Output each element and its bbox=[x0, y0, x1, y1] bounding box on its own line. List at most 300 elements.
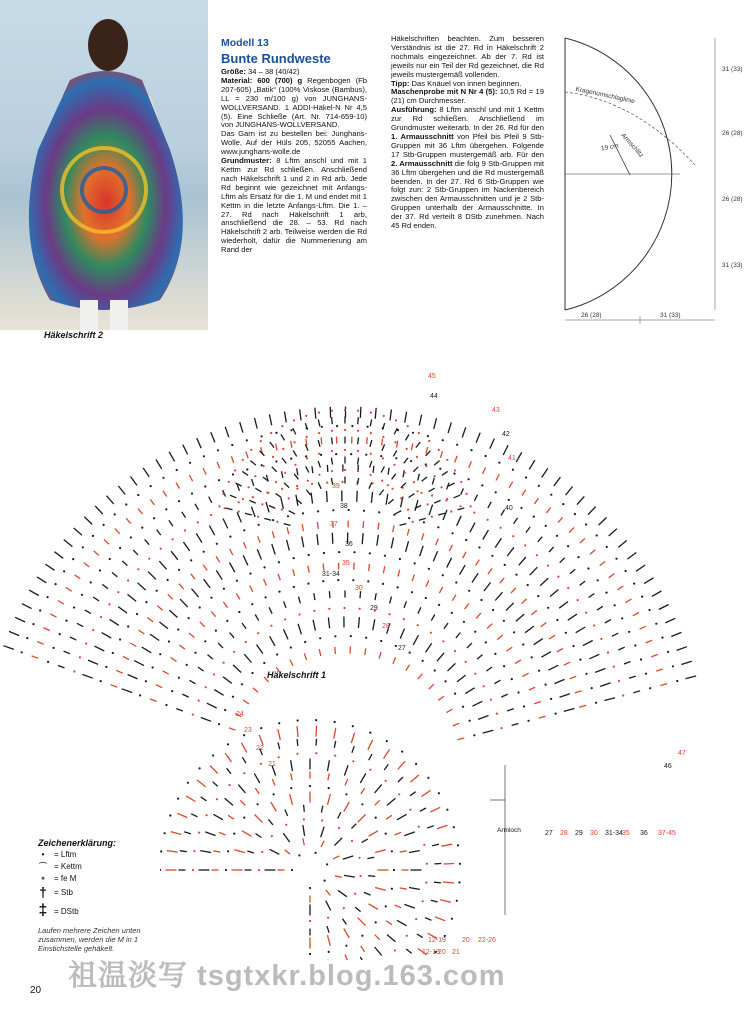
chain-stitch-mark bbox=[72, 558, 74, 560]
stitch-mark bbox=[326, 890, 330, 896]
stitch-mark bbox=[360, 591, 361, 598]
chain-stitch-mark bbox=[227, 850, 229, 852]
chain-stitch-mark bbox=[326, 863, 328, 865]
chain-stitch-mark bbox=[365, 454, 367, 456]
stitch-mark bbox=[344, 802, 350, 812]
stitch-mark bbox=[352, 746, 354, 753]
chain-stitch-mark bbox=[427, 503, 429, 505]
stitch-mark bbox=[150, 499, 154, 505]
stitch-mark bbox=[357, 478, 359, 485]
chain-stitch-mark bbox=[453, 826, 455, 828]
stitch-mark bbox=[9, 631, 19, 635]
chain-stitch-mark bbox=[177, 798, 179, 800]
yarn-order-text: Das Garn ist zu bestellen bei: Junghans-Wolle, Auf der Hüls 205, 52055 Aachen, www.junghans-wolle.de bbox=[221, 129, 367, 157]
chain-stitch-mark bbox=[465, 539, 467, 541]
stitch-mark bbox=[329, 591, 330, 598]
stitch-mark bbox=[681, 661, 692, 664]
stitch-mark bbox=[258, 536, 260, 543]
stitch-mark bbox=[323, 564, 324, 571]
chain-stitch-mark bbox=[272, 519, 274, 521]
chain-stitch-mark bbox=[308, 554, 310, 556]
stitch-mark bbox=[230, 633, 235, 638]
stitch-mark bbox=[369, 831, 379, 837]
chain-stitch-mark bbox=[156, 590, 158, 592]
stitch-mark bbox=[437, 825, 447, 828]
stitch-mark bbox=[269, 607, 272, 613]
chain-stitch-mark bbox=[394, 949, 396, 951]
chain-stitch-mark bbox=[263, 566, 265, 568]
chain-stitch-mark bbox=[615, 558, 617, 560]
chain-stitch-mark bbox=[450, 510, 452, 512]
stitch-mark bbox=[435, 917, 445, 921]
legend-item bbox=[38, 860, 168, 872]
stitch-mark bbox=[375, 850, 386, 853]
stitch-mark bbox=[398, 761, 405, 769]
stitch-mark bbox=[270, 636, 275, 646]
chain-stitch-mark bbox=[451, 612, 453, 614]
chain-stitch-mark bbox=[352, 760, 354, 762]
chain-stitch-mark bbox=[357, 450, 359, 452]
chain-stitch-mark bbox=[164, 832, 166, 834]
stitch-mark bbox=[233, 665, 241, 673]
chain-stitch-mark bbox=[184, 529, 186, 531]
stitch-mark bbox=[589, 654, 599, 659]
chain-stitch-mark bbox=[565, 632, 567, 634]
legend-item-text: = fe M bbox=[54, 873, 77, 883]
gauge-label: Maschenprobe mit N Nr 4 (5): bbox=[391, 87, 498, 97]
stitch-mark bbox=[580, 581, 586, 585]
stitch-mark bbox=[519, 557, 526, 565]
stitch-mark bbox=[469, 461, 472, 468]
chain-stitch-mark bbox=[261, 435, 263, 437]
armhole-label: Armloch bbox=[497, 827, 521, 834]
round-label: 44 bbox=[430, 393, 438, 400]
chain-stitch-mark bbox=[229, 536, 231, 538]
stitch-mark bbox=[284, 524, 291, 526]
watermark: 祖温淡写 tsgtxkr.blog.163.com bbox=[68, 960, 506, 992]
chain-stitch-mark bbox=[322, 580, 324, 582]
stitch-mark bbox=[240, 800, 245, 805]
stitch-mark bbox=[128, 594, 137, 601]
stitch-mark bbox=[237, 512, 241, 522]
chain-stitch-mark bbox=[321, 426, 323, 428]
chain-stitch-mark bbox=[382, 457, 384, 459]
stitch-mark bbox=[472, 573, 478, 582]
chain-stitch-mark bbox=[367, 426, 369, 428]
chain-stitch-mark bbox=[137, 494, 139, 496]
chain-stitch-mark bbox=[508, 499, 510, 501]
stitch-mark bbox=[242, 471, 248, 475]
chain-stitch-mark bbox=[63, 570, 65, 572]
stitch-mark bbox=[665, 618, 675, 623]
stitch-mark bbox=[360, 773, 366, 783]
stitch-mark bbox=[404, 601, 406, 608]
chain-stitch-mark bbox=[32, 623, 34, 625]
stitch-mark bbox=[326, 901, 331, 911]
chain-stitch-mark bbox=[100, 616, 102, 618]
instructions-column-2 bbox=[391, 35, 544, 231]
stitch-mark bbox=[112, 572, 117, 577]
stitch-mark bbox=[328, 794, 331, 805]
chain-stitch-mark bbox=[334, 755, 336, 757]
stitch-mark bbox=[509, 482, 513, 488]
stitch-mark bbox=[377, 535, 379, 546]
stitch-mark bbox=[272, 544, 275, 554]
stitch-mark bbox=[213, 851, 220, 852]
chain-stitch-mark bbox=[597, 579, 599, 581]
chain-stitch-mark bbox=[73, 606, 75, 608]
chain-stitch-mark bbox=[473, 512, 475, 514]
stitch-mark bbox=[362, 839, 368, 842]
stitch-mark bbox=[269, 506, 275, 509]
stitch-mark bbox=[400, 524, 407, 526]
stitch-mark bbox=[122, 689, 132, 693]
stitch-mark bbox=[184, 832, 191, 834]
chain-stitch-mark bbox=[457, 844, 459, 846]
stitch-mark bbox=[534, 498, 538, 504]
measure-right-2: 26 (28) bbox=[722, 130, 743, 137]
stitch-mark bbox=[311, 493, 312, 504]
chain-stitch-mark bbox=[303, 818, 305, 820]
stitch-mark bbox=[95, 506, 103, 514]
stitch-mark bbox=[375, 593, 376, 600]
stitch-mark bbox=[297, 726, 298, 737]
chain-stitch-mark bbox=[334, 635, 336, 637]
stitch-mark bbox=[434, 461, 439, 466]
chain-stitch-mark bbox=[375, 921, 377, 923]
round-label: 43 bbox=[492, 407, 500, 414]
stitch-mark bbox=[332, 417, 333, 424]
chain-stitch-mark bbox=[358, 857, 360, 859]
stitch-mark bbox=[671, 632, 681, 636]
chain-stitch-mark bbox=[348, 509, 350, 511]
stitch-mark bbox=[531, 610, 536, 615]
chain-stitch-mark bbox=[513, 631, 515, 633]
stitch-mark bbox=[344, 875, 355, 877]
stitch-mark bbox=[636, 565, 645, 571]
chain-stitch-mark bbox=[438, 792, 440, 794]
stitch-mark bbox=[169, 610, 177, 617]
stitch-mark bbox=[116, 670, 122, 673]
legend-item-text: = Stb bbox=[54, 887, 73, 897]
stitch-mark bbox=[291, 441, 292, 448]
round-label: 24 bbox=[236, 711, 244, 718]
stitch-mark bbox=[148, 572, 156, 580]
stitch-mark bbox=[291, 760, 293, 771]
chain-stitch-mark bbox=[409, 809, 411, 811]
stitch-mark bbox=[177, 813, 187, 817]
chain-stitch-mark bbox=[344, 449, 346, 451]
round-label: 35 bbox=[342, 560, 350, 567]
chain-stitch-mark bbox=[577, 599, 579, 601]
chain-stitch-mark bbox=[367, 580, 369, 582]
chain-stitch-mark bbox=[223, 588, 225, 590]
chain-stitch-mark bbox=[275, 481, 277, 483]
stitch-mark bbox=[440, 900, 451, 903]
stitch-mark bbox=[476, 613, 481, 618]
chain-stitch-mark bbox=[305, 455, 307, 457]
chain-stitch-mark bbox=[407, 509, 409, 511]
stitch-mark bbox=[386, 921, 392, 925]
chain-stitch-mark bbox=[411, 591, 413, 593]
chain-stitch-mark bbox=[547, 565, 549, 567]
legend-item bbox=[38, 872, 168, 884]
chain-stitch-mark bbox=[99, 569, 101, 571]
stitch-mark bbox=[334, 838, 342, 846]
stitch-mark bbox=[522, 673, 528, 676]
chain-stitch-mark bbox=[319, 637, 321, 639]
chain-stitch-mark bbox=[359, 608, 361, 610]
round-label: 40 bbox=[505, 505, 513, 512]
stitch-mark bbox=[256, 834, 262, 838]
size-value: 34 – 38 (40/42) bbox=[248, 67, 300, 76]
chain-stitch-mark bbox=[456, 900, 458, 902]
chain-stitch-mark bbox=[79, 656, 81, 658]
model-number: Modell 13 bbox=[221, 37, 269, 49]
stitch-mark bbox=[223, 602, 227, 608]
chain-stitch-mark bbox=[309, 920, 311, 922]
stitch-mark bbox=[270, 849, 280, 854]
chain-stitch-mark bbox=[260, 763, 262, 765]
stitch-mark bbox=[302, 524, 303, 531]
chain-stitch-mark bbox=[523, 705, 525, 707]
stitch-mark bbox=[418, 674, 422, 679]
stitch-mark bbox=[276, 494, 282, 498]
stitch-mark bbox=[321, 841, 324, 847]
chain-stitch-mark bbox=[633, 583, 635, 585]
chain-stitch-mark bbox=[470, 505, 472, 507]
chain-stitch-mark bbox=[21, 651, 23, 653]
double-crochet-symbol-icon: † bbox=[39, 884, 47, 900]
chain-stitch-mark bbox=[385, 833, 387, 835]
chain-stitch-mark bbox=[160, 548, 162, 550]
stitch-mark bbox=[257, 549, 261, 559]
chain-stitch-mark bbox=[311, 483, 313, 485]
chain-stitch-mark bbox=[127, 625, 129, 627]
chain-stitch-mark bbox=[345, 945, 347, 947]
chain-stitch-mark bbox=[463, 621, 465, 623]
stitch-mark bbox=[251, 507, 255, 517]
round-label: 39 bbox=[332, 483, 340, 490]
chain-stitch-mark bbox=[567, 545, 569, 547]
chain-stitch-mark bbox=[585, 673, 587, 675]
chain-stitch-mark bbox=[203, 551, 205, 553]
chain-stitch-mark bbox=[344, 469, 346, 471]
stitch-mark bbox=[169, 452, 174, 462]
stitch-mark bbox=[357, 491, 358, 502]
stitch-mark bbox=[290, 660, 293, 666]
stitch-mark bbox=[409, 888, 420, 890]
chain-stitch-mark bbox=[341, 481, 343, 483]
chain-stitch-mark bbox=[191, 492, 193, 494]
chain-stitch-mark bbox=[567, 587, 569, 589]
chain-stitch-mark bbox=[453, 473, 455, 475]
stitch-mark bbox=[316, 726, 317, 737]
chain-stitch-mark bbox=[307, 480, 309, 482]
chain-stitch-mark bbox=[176, 469, 178, 471]
chain-stitch-mark bbox=[169, 814, 171, 816]
chain-stitch-mark bbox=[382, 436, 384, 438]
chain-stitch-mark bbox=[354, 893, 356, 895]
intro-text: Häkelschriften beachten. Zum besseren Verständnis ist die 27. Rd in Häkelschrift 2 nochmals eingezeichnet. Ab der 7. Rd ist jeweils nur ein Teil der Rd gezeichnet, die Rd jeweils mustergemäß vollenden. bbox=[391, 34, 544, 79]
chain-stitch-mark bbox=[218, 505, 220, 507]
chain-stitch-mark bbox=[148, 558, 150, 560]
stitch-mark bbox=[405, 434, 409, 440]
stitch-mark bbox=[58, 601, 64, 605]
stitch-mark bbox=[370, 440, 372, 447]
chain-stitch-mark bbox=[625, 570, 627, 572]
chain-stitch-mark bbox=[263, 465, 265, 467]
stitch-mark bbox=[456, 633, 461, 638]
stitch-mark bbox=[104, 540, 109, 545]
chain-stitch-mark bbox=[550, 698, 552, 700]
chain-stitch-mark bbox=[416, 456, 418, 458]
stitch-mark bbox=[393, 525, 394, 532]
stitch-mark bbox=[497, 635, 502, 640]
model-photo bbox=[0, 0, 208, 330]
legend-item bbox=[38, 884, 168, 900]
chain-stitch-mark bbox=[431, 494, 433, 496]
stitch-mark bbox=[554, 477, 561, 486]
stitch-mark bbox=[425, 918, 432, 921]
work-text-1: 8 Lftm anschl und mit 1 Kettm zur Rd schließen. Anschließend im Grundmuster weiterarb. In der 26. Rd für den bbox=[391, 105, 544, 133]
chain-stitch-mark bbox=[194, 652, 196, 654]
chain-stitch-mark bbox=[425, 882, 427, 884]
stitch-mark bbox=[541, 623, 547, 627]
stitch-mark bbox=[70, 637, 76, 640]
chain-stitch-mark bbox=[384, 555, 386, 557]
chain-stitch-mark bbox=[290, 646, 292, 648]
stitch-mark bbox=[575, 691, 582, 693]
page-number: 20 bbox=[30, 985, 42, 996]
stitch-mark bbox=[84, 563, 90, 567]
stitch-mark bbox=[130, 643, 136, 647]
stitch-mark bbox=[644, 578, 653, 584]
stitch-mark bbox=[328, 935, 331, 946]
chain-stitch-mark bbox=[318, 474, 320, 476]
chain-stitch-mark bbox=[323, 552, 325, 554]
chain-stitch-mark bbox=[117, 591, 119, 593]
stitch-mark bbox=[358, 458, 359, 465]
stitch-mark bbox=[442, 471, 448, 475]
stitch-mark bbox=[393, 657, 396, 663]
stitch-mark bbox=[102, 584, 108, 588]
chain-stitch-mark bbox=[393, 464, 395, 466]
stitch-mark bbox=[126, 518, 131, 523]
chain-stitch-mark bbox=[328, 608, 330, 610]
stitch-mark bbox=[338, 890, 347, 896]
stitch-mark bbox=[259, 735, 263, 745]
chain-stitch-mark bbox=[331, 430, 333, 432]
round-label: 31-34 bbox=[322, 571, 340, 578]
chain-stitch-mark bbox=[215, 630, 217, 632]
chain-stitch-mark bbox=[306, 436, 308, 438]
stitch-mark bbox=[409, 851, 420, 853]
chain-stitch-mark bbox=[344, 409, 346, 411]
chain-stitch-mark bbox=[272, 456, 274, 458]
stitch-mark bbox=[483, 468, 486, 474]
stitch-mark bbox=[74, 528, 82, 535]
chain-stitch-mark bbox=[649, 687, 651, 689]
stitch-mark bbox=[382, 439, 383, 446]
chain-stitch-mark bbox=[538, 670, 540, 672]
round-label: 30 bbox=[590, 830, 598, 837]
stitch-mark bbox=[465, 604, 469, 610]
chain-stitch-mark bbox=[380, 455, 382, 457]
stitch-mark bbox=[191, 814, 197, 817]
chain-stitch-mark bbox=[391, 850, 393, 852]
stitch-mark bbox=[500, 578, 505, 583]
chain-stitch-mark bbox=[383, 415, 385, 417]
stitch-mark bbox=[159, 561, 166, 569]
stitch-mark bbox=[321, 806, 322, 813]
stitch-mark bbox=[604, 698, 615, 701]
stitch-mark bbox=[483, 530, 489, 539]
stitch-mark bbox=[538, 537, 543, 542]
round-label: 38 bbox=[340, 503, 348, 510]
stitch-mark bbox=[203, 565, 207, 571]
chain-stitch-mark bbox=[343, 607, 345, 609]
chain-stitch-mark bbox=[232, 473, 234, 475]
chain-stitch-mark bbox=[276, 521, 278, 523]
stitch-mark bbox=[470, 523, 475, 533]
chain-stitch-mark bbox=[178, 500, 180, 502]
chain-stitch-mark bbox=[271, 835, 273, 837]
chain-stitch-mark bbox=[351, 840, 353, 842]
stitch-mark bbox=[189, 475, 192, 481]
stitch-mark bbox=[192, 589, 199, 597]
chain-stitch-mark bbox=[427, 435, 429, 437]
round-label: 28 bbox=[382, 623, 390, 630]
chain-stitch-mark bbox=[302, 512, 304, 514]
stitch-mark bbox=[488, 568, 492, 574]
chain-stitch-mark bbox=[39, 609, 41, 611]
chain-stitch-mark bbox=[423, 844, 425, 846]
stitch-mark bbox=[249, 500, 255, 503]
stitch-mark bbox=[549, 635, 555, 639]
chain-stitch-mark bbox=[503, 665, 505, 667]
stitch-mark bbox=[266, 502, 269, 513]
chain-stitch-mark bbox=[468, 590, 470, 592]
stitch-mark bbox=[404, 832, 414, 836]
stitch-mark bbox=[257, 645, 263, 654]
stitch-mark bbox=[420, 546, 424, 556]
stitch-mark bbox=[404, 904, 414, 908]
chain-stitch-mark bbox=[309, 785, 311, 787]
stitch-mark bbox=[443, 864, 454, 865]
stitch-mark bbox=[448, 422, 451, 433]
stitch-mark bbox=[171, 658, 177, 662]
stitch-mark bbox=[419, 518, 426, 520]
chain-stitch-mark bbox=[231, 444, 233, 446]
chain-stitch-mark bbox=[661, 637, 663, 639]
chain-stitch-mark bbox=[247, 486, 249, 488]
stitch-mark bbox=[426, 447, 428, 454]
stitch-mark bbox=[195, 504, 199, 510]
crochet-diagram-1 bbox=[160, 680, 520, 960]
stitch-mark bbox=[542, 468, 548, 477]
chain-stitch-mark bbox=[440, 486, 442, 488]
chain-stitch-mark bbox=[203, 455, 205, 457]
chain-stitch-mark bbox=[261, 503, 263, 505]
stitch-mark bbox=[278, 729, 281, 740]
symbol-legend bbox=[38, 838, 168, 953]
chain-stitch-mark bbox=[251, 603, 253, 605]
stitch-mark bbox=[344, 929, 350, 939]
stitch-mark bbox=[395, 905, 402, 908]
stitch-mark bbox=[660, 684, 667, 686]
chain-stitch-mark bbox=[265, 596, 267, 598]
